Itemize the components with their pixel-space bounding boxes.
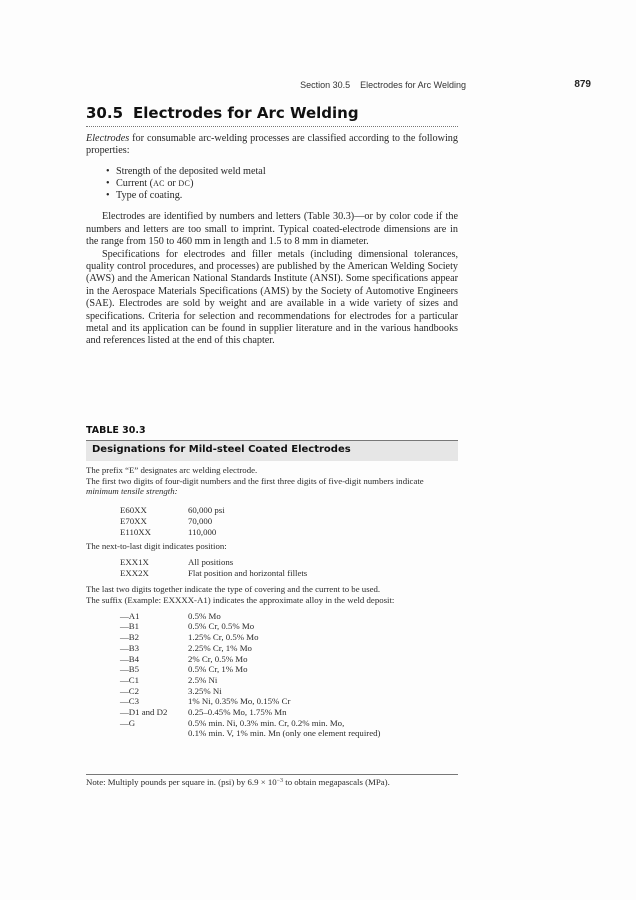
table-row: [120, 557, 307, 568]
code-cell: E70XX: [120, 515, 147, 526]
list-item: • Type of coating.: [106, 190, 458, 202]
table-row: [120, 505, 225, 516]
value-cell: 60,000 psi: [188, 505, 225, 516]
table-row: [120, 611, 380, 622]
table-bottom-rule: [86, 774, 458, 775]
value-cell: 0.25–0.45% Mo, 1.75% Mn: [188, 707, 287, 718]
table-footnote: [86, 777, 390, 787]
code-cell: —C2: [120, 685, 140, 696]
table-row: [120, 707, 380, 718]
value-cell: 0.5% Cr, 0.5% Mo: [188, 621, 255, 632]
code-cell: [120, 728, 188, 739]
close-paren: ): [190, 178, 194, 190]
code-cell: —B5: [120, 664, 140, 675]
table-row: [120, 632, 380, 643]
value-cell: 110,000: [188, 526, 217, 537]
suffix-table: [120, 611, 380, 739]
or-text: or: [164, 178, 179, 190]
property-list: [86, 166, 458, 203]
table-caption-banner: [86, 441, 458, 461]
value-cell: 2.5% Ni: [188, 674, 218, 685]
table-row: [120, 664, 380, 675]
table-row: [120, 675, 380, 686]
digits-note: [86, 476, 458, 497]
footnote-text: Note: Multiply pounds per square in. (psi) by 6.9 × 10: [86, 777, 277, 787]
code-cell: E110XX: [120, 526, 151, 537]
value-cell: 0.5% min. Ni, 0.3% min. Cr, 0.2% min. Mo,: [188, 717, 345, 728]
tensile-table: [120, 505, 225, 537]
table-row: [120, 568, 307, 579]
intro-text: for consumable arc-welding processes are classified according to the following properties:: [86, 133, 458, 157]
table-label: TABLE 30.3: [86, 425, 146, 436]
running-header: [0, 80, 636, 96]
value-cell: 2.25% Cr, 1% Mo: [188, 642, 252, 653]
value-cell: 3.25% Ni: [188, 685, 222, 696]
prefix-note: The prefix “E” designates arc welding electrode.: [86, 465, 258, 475]
list-item: • Strength of the deposited weld metal: [106, 166, 458, 178]
list-item-text: Current (: [116, 178, 154, 190]
code-cell: E60XX: [120, 505, 147, 516]
table-row: [120, 654, 380, 665]
value-cell: 0.5% Mo: [188, 610, 221, 621]
table-row: [120, 696, 380, 707]
position-note: The next-to-last digit indicates position:: [86, 541, 227, 552]
code-cell: —C3: [120, 696, 140, 707]
paragraph-identification: Electrodes are identified by numbers and letters (Table 30.3)—or by color code if the numbers and letters are too small to imprint. Typical coated-electrode dimensions are in the range from 150 to 460 mm in length and 1.5 to 8 mm in diameter.: [86, 211, 458, 248]
section-number: 30.5: [86, 104, 124, 122]
value-cell: 2% Cr, 0.5% Mo: [188, 653, 248, 664]
code-cell: —B3: [120, 642, 140, 653]
code-cell: EXX2X: [120, 567, 149, 578]
running-header-section: [300, 80, 466, 90]
footnote-text-end: to obtain megapascals (MPa).: [283, 777, 390, 787]
list-item: [106, 178, 458, 190]
value-cell: All positions: [188, 556, 234, 567]
code-cell: EXX1X: [120, 556, 149, 567]
section-title: Electrodes for Arc Welding: [133, 104, 359, 122]
body-text: [86, 133, 458, 348]
ac-abbrev: AC: [153, 179, 165, 189]
code-cell: —G: [120, 717, 136, 728]
table-row: [120, 686, 380, 697]
value-cell: 0.1% min. V, 1% min. Mn (only one element required): [188, 728, 381, 739]
last-two-digits-note: The last two digits together indicate the type of covering and the current to be used.: [86, 584, 381, 595]
position-table: [120, 557, 307, 578]
table-row: [120, 718, 380, 729]
digits-note-text: The first two digits of four-digit numbers and the first three digits of five-digit numbers indicate: [86, 475, 424, 486]
value-cell: 1% Ni, 0.35% Mo, 0.15% Cr: [188, 696, 291, 707]
code-cell: —B1: [120, 621, 140, 632]
dc-abbrev: DC: [178, 179, 191, 189]
page-number: 879: [574, 79, 591, 90]
section-divider: [86, 126, 458, 127]
digits-note-emphasis: minimum tensile strength:: [86, 486, 178, 497]
table-row: [120, 621, 380, 632]
code-cell: —D1 and D2: [120, 707, 168, 718]
code-cell: —C1: [120, 674, 140, 685]
running-header-section-title: Electrodes for Arc Welding: [360, 80, 466, 90]
intro-paragraph: [86, 133, 458, 158]
running-header-section-number: Section 30.5: [300, 80, 351, 90]
value-cell: 0.5% Cr, 1% Mo: [188, 664, 248, 675]
value-cell: Flat position and horizontal fillets: [188, 567, 308, 578]
table-row: [120, 516, 225, 527]
table-body: [86, 465, 458, 741]
suffix-note: The suffix (Example: EXXXX-A1) indicates the approximate alloy in the weld deposit:: [86, 595, 395, 606]
code-cell: —B2: [120, 632, 140, 643]
table-row: [120, 527, 225, 538]
value-cell: 1.25% Cr, 0.5% Mo: [188, 632, 259, 643]
section-heading: [86, 104, 359, 122]
footnote-exponent: −3: [276, 778, 284, 784]
paragraph-specifications: Specifications for electrodes and filler metals (including dimensional tolerances, quality control procedures, and processes) are published by the American Welding Society (AWS) and the American National Standards Institute (ANSI). Some specifications appear in the Aerospace Materials Specifications (AMS) by the Society of Automotive Engineers (SAE). Electrodes are sold by weight and are available in a wide variety of sizes and specifications. Criteria for selection and recommendations for electrodes for a particular metal and its application can be found in supplier literature and in the various handbooks and references listed at the end of this chapter.: [86, 248, 458, 347]
table-row: [120, 728, 380, 739]
table-row: [120, 643, 380, 654]
intro-term: Electrodes: [86, 133, 130, 144]
value-cell: 70,000: [188, 515, 213, 526]
code-cell: —A1: [120, 610, 140, 621]
table-caption: Designations for Mild-steel Coated Electrodes: [92, 444, 351, 455]
code-cell: —B4: [120, 653, 140, 664]
